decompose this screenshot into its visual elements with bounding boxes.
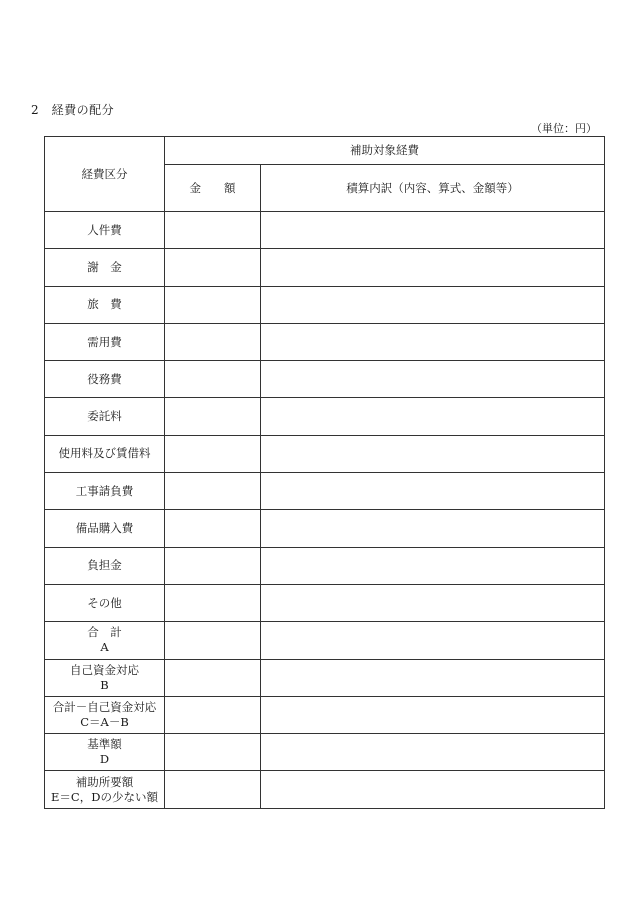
category-header: 経費区分	[45, 137, 165, 212]
row-label: 役務費	[45, 361, 165, 398]
row-label-main: 合計－自己資金対応	[52, 700, 157, 714]
table-row	[45, 286, 605, 323]
amount-cell[interactable]	[165, 659, 261, 696]
amount-cell[interactable]	[165, 547, 261, 584]
row-label: 工事請負費	[45, 473, 165, 510]
row-label-sub: C＝A－B	[80, 715, 129, 729]
row-label-main: 合 計	[87, 625, 122, 640]
breakdown-cell[interactable]	[261, 473, 605, 510]
breakdown-cell[interactable]	[261, 510, 605, 547]
breakdown-cell[interactable]	[261, 584, 605, 621]
breakdown-cell[interactable]	[261, 622, 605, 659]
row-label-main: 基準額	[87, 737, 122, 752]
amount-cell[interactable]	[165, 584, 261, 621]
row-label-main: 補助所要額	[75, 774, 134, 789]
row-label: 需用費	[45, 323, 165, 360]
amount-cell[interactable]	[165, 286, 261, 323]
total-row	[45, 622, 605, 659]
table-row	[45, 212, 605, 249]
row-label-sub: E＝C，Dの少ない額	[51, 789, 158, 804]
breakdown-cell[interactable]	[261, 323, 605, 360]
row-label: 委託料	[45, 398, 165, 435]
row-label: 使用料及び賃借料	[45, 435, 165, 472]
breakdown-cell[interactable]	[261, 734, 605, 771]
breakdown-header: 積算内訳（内容、算式、金額等）	[261, 165, 605, 212]
amount-cell[interactable]	[165, 398, 261, 435]
breakdown-cell[interactable]	[261, 771, 605, 808]
row-label: 謝 金	[45, 249, 165, 286]
table-row	[45, 435, 605, 472]
section-heading: 2 経費の配分	[31, 103, 115, 117]
row-label: その他	[45, 584, 165, 621]
breakdown-cell[interactable]	[261, 696, 605, 733]
row-label: 備品購入費	[45, 510, 165, 547]
header-row-1	[45, 137, 605, 165]
table-row	[45, 473, 605, 510]
table-row	[45, 398, 605, 435]
row-label	[45, 622, 165, 659]
amount-cell[interactable]	[165, 361, 261, 398]
table-row	[45, 584, 605, 621]
amount-cell[interactable]	[165, 510, 261, 547]
subsidy-required-row	[45, 771, 605, 808]
breakdown-cell[interactable]	[261, 435, 605, 472]
row-label-sub: B	[100, 677, 109, 692]
eligible-expense-header: 補助対象経費	[165, 137, 605, 165]
budget-table	[44, 136, 605, 809]
row-label: 負担金	[45, 547, 165, 584]
row-label	[45, 696, 165, 733]
breakdown-cell[interactable]	[261, 212, 605, 249]
row-label-sub: D	[99, 752, 110, 767]
breakdown-cell[interactable]	[261, 286, 605, 323]
amount-cell[interactable]	[165, 435, 261, 472]
amount-cell[interactable]	[165, 696, 261, 733]
amount-cell[interactable]	[165, 771, 261, 808]
table-row	[45, 510, 605, 547]
breakdown-cell[interactable]	[261, 361, 605, 398]
amount-cell[interactable]	[165, 212, 261, 249]
row-label	[45, 771, 165, 808]
amount-header: 金 額	[165, 165, 261, 212]
row-label	[45, 659, 165, 696]
row-label-main: 自己資金対応	[70, 662, 139, 677]
breakdown-cell[interactable]	[261, 547, 605, 584]
row-label-sub: A	[100, 640, 109, 655]
own-funds-row	[45, 659, 605, 696]
amount-cell[interactable]	[165, 473, 261, 510]
amount-cell[interactable]	[165, 734, 261, 771]
amount-cell[interactable]	[165, 622, 261, 659]
unit-note: （単位：円）	[531, 122, 597, 135]
row-label	[45, 734, 165, 771]
table-row	[45, 249, 605, 286]
row-label: 旅 費	[45, 286, 165, 323]
table-row	[45, 547, 605, 584]
breakdown-cell[interactable]	[261, 398, 605, 435]
table-row	[45, 361, 605, 398]
row-label: 人件費	[45, 212, 165, 249]
breakdown-cell[interactable]	[261, 659, 605, 696]
amount-cell[interactable]	[165, 323, 261, 360]
amount-cell[interactable]	[165, 249, 261, 286]
breakdown-cell[interactable]	[261, 249, 605, 286]
table-row	[45, 323, 605, 360]
net-total-row	[45, 696, 605, 733]
standard-amount-row	[45, 734, 605, 771]
